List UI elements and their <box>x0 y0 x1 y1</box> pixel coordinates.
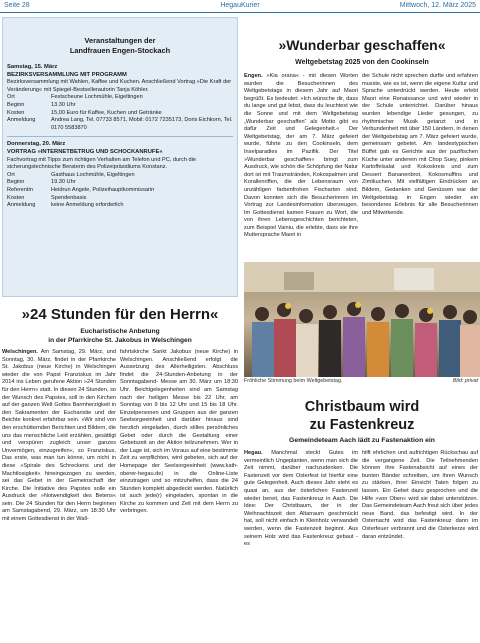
xmas-dateline: Hegau. <box>244 450 263 456</box>
page-number: Seite 28 <box>4 2 30 9</box>
paper-name: HegauKurier <box>220 2 260 9</box>
wunder-body-2: der Schule nicht sprechen durfte und erfahren musste, wie es ist, wenn die eigene Kultur und Sprache unterdrückt werden. Heute erlebt Maori eine Renaissance und wird wieder in der Schule unterrichtet. Darüber hinaus wurden lebendige Lieder gesungen, zu rhythmischer Musik getanzt und in Verbundenheit mit über 150 Ländern, in denen der Weltgebetstag am 7. März gefeiert wurde, gemeinsam gebetet. Am landestypischen Büffet gab es Gerichte aus der pazifischen Küche unter anderem mit Chop Suey, pinkem Kartoffelsalat und Kokoskreis und zum Dessert Bananenbrot, Kokosmuffins und Zimtkuchen. Mit vielfältigen Eindrücken an Bildern, Gedanken und Genüssen war der Weltgebetstag in Engen wieder ein besonderes Erlebnis für alle Besucherinnen und Mitwirkende. <box>362 73 478 216</box>
wunder-headline: »Wunderbar geschaffen« <box>278 37 446 53</box>
stunden-body-1: Am Samstag, 29. März, und Sonntag, 30. März, findet in der Pfarrkirche St. Jakobus (neue Kirche) in Welschingen wieder die von Papst Franziskus im Jahr 2014 ins Leben gerufene Aktion »24 Stunden für den Herrn« statt. In diesen 24 Stunden, so der Wunsch des Papstes, soll in den Kirchen auf der ganzen Welt Gottes Barmherzigkeit in den Sakramenten der Eucharistie und der Beichte konkret erfahrbar sein. »Wir sind von den erschütternden Berichten und Bildern, die uns das menschliche Leid erzählen, gesättigt und verspüren zugleich unser ganzes Unvermögen, einzugreifen«, so Franziskus. Das erste, was man tun könne, um nicht in diese »Spirale des Schreckens und der Machtlosigkeit« hineingezogen zu werden, sei das Gebet in der Gemeinschaft der Kirche. Die Initiative des Papstes solle ein Ausdruck der »Notwendigkeit des Betens« sein. Die 24 Stunden für den Herrn beginnen am Samstagabend, 29. März, um 18:30 Uhr mit einem Gottesdienst in der Wall- <box>2 349 116 523</box>
stunden-body-2: fahrtskirche Sankt Jakobus (neue Kirche) in Welschingen. Anschließend erfolgt die Aussetzung des Allerheiligsten. Abschluss findet die 24-Stunden-Anbetung in der Sonntagabend- Messe am 30. März um 18:30 Uhr. Beichtgelegenheiten sind am Samstag nach der heiligen Messe bis 22 Uhr, am Sonntag von 9 bis 12 Uhr und 15 bis 18 Uhr. Einzelpersonen und Gruppen aus der ganzen Seelsorgeeinheit und darüber hinaus sind herzlich eingeladen, durch stilles persönliches Gebet oder durch die Gestaltung einer Gebetszeit an der Aktion teilzunehmen. Wer in der Lage ist, sich im Voraus auf eine bestimmte Zeit zu verpflichten, wird gebeten, sich auf der Homepage der Seelsorgeeinheit (www.kath-oberer-hegau.de) in die Online-Liste einzutragen und so mitzuhelfen, dass die 24 Stunden komplett abgedeckt werden. Natürlich ist auch jede(r) eingeladen, spontan in die Kirche zu kommen und Zeit mit dem Herrn zu verbringen. <box>120 349 238 515</box>
detail-row: Anmeldung keine Anmeldung erforderlich <box>7 202 124 209</box>
events-title-1: Veranstaltungen der <box>84 36 156 45</box>
wunder-column-1 <box>244 73 358 261</box>
stunden-headline: »24 Stunden für den Herrn« <box>21 306 219 323</box>
detail-row: Kosten 15,00 Euro für Kaffee, Kuchen und Getränke <box>7 109 162 116</box>
xmas-body-1: Manchmal steckt Gutes im vermeintlich Ungeplanten, wenn man sich die Zeit nimmt, darüber nachzudenken. Die Fastenzeit vor dem Osterfest ist hierfür eine gute Gelegenheit. Auch dieses Jahr steht es quasi an, aus der österlichen Fastenzeit wieder bereit, das Fastenkreuz in Aach. Die Idee: Der Christbaum, der in der Weihnachtszeit den Altarraum geschmückt hat, soll nicht einfach in Kleinholz verwandelt werden, wenn die Fastenzeit beginnt. Aus seinem Holz wird das Fastenkreuz gebaut - es <box>244 450 358 548</box>
event-2-details <box>7 172 154 210</box>
detail-row: Referentin Heidrun Angele, Polizeihauptkommissarin <box>7 186 155 193</box>
divider <box>7 136 233 137</box>
detail-row: Ort Festscheune Lochmühle, Eigeltingen <box>7 94 143 101</box>
wunder-dateline: Engen. <box>244 73 263 79</box>
detail-row: Anmeldung Andrea Lang, Tel. 07733 8571, Mobil: 0172 7235173, Doris Eichkorn, Tel. 0170 5583870 <box>7 117 233 131</box>
detail-row: Kosten Spendenbasis <box>7 194 87 201</box>
stunden-column-2 <box>120 349 238 639</box>
issue-date: Mittwoch, 12. März 2025 <box>399 2 476 9</box>
event-2-text: Fachvortrag mit Tipps zum richtigen Verhalten am Telefon und PC, durch die sicherungstechnische Beraterin des Polizeipräsidiums Konstanz. <box>7 156 196 171</box>
event-2-title: VORTRAG »INTERNETBETRUG UND SCHOCKANRUFE« <box>7 148 163 155</box>
stunden-column-1 <box>2 349 116 639</box>
events-box <box>2 17 238 297</box>
wunder-body-1: »Kia orana« - mit diesen Worten wurden die Besucherinnen des Weltgebetstags in diesem Jahr auf Maori begrüßt. Es bedeutet: »Ich wünsche dir, dass du lange und gut lebst, dass du leuchtest wie die Sonne und mit dem Weltgebetstag „Wunderbar geschaffen“ als Motto gibt es dafür Zeit und Gelegenheit.« Der Weltgebetstag, der am 7. März gefeiert wurde, führte zu den Cookinseln, dem Inselparadies im Pazifik. Der Titel »Wunderbar geschaffen« bringt zum Ausdruck, wie schön die Schöpfung der Natur dort ist mit Traumstränden, Kokospalmen und Korallenriffen, die der Lebensraum von unzähligen farbenfrohen Fischarten sind. Davon konnten sich die Besucherinnen im Vortrag zur Landesinformation überzeugen. Im Gottesdienst kamen Frauen zu Wort, die von ihren Lebensgeschichten berichteten, zum Beispiel Vainiu, die erlebte, dass sie ihre Muttersprache Maori in <box>244 73 358 239</box>
xmas-headline-2: zu Fastenkreuz <box>309 417 415 433</box>
detail-row: Beginn 19.30 Uhr <box>7 179 76 186</box>
wunder-subhead: Weltgebetstag 2025 von den Cookinseln <box>295 59 429 66</box>
group-photo <box>244 262 480 377</box>
stunden-subhead-1: Eucharistische Anbetung <box>80 328 160 335</box>
group-photo-image <box>244 262 480 377</box>
detail-row: Beginn 13.30 Uhr <box>7 101 76 108</box>
xmas-body-2: hilft ehrlichen und aufrichtigen Rückschau auf die vergangene Zeit. Die Teilnehmenden können ihre Fastenabsicht auf eines der bunten Bänder schreiben, um ihren Wunsch zu stärken, ihrer Einsicht Taten folgen zu lassen. Ein Gebet dazu gesprochen und die Hilfe »von Oben« wird sie dabei unterstützen. Das Gemeindeteam Aach freut sich über jedes neue Band, das befestigt wird. In der Osternacht wird das Fastenkreuz dann im Osterfeuer verbrannt und die Osterkerze wird daran entzündet. <box>362 450 478 540</box>
xmas-headline <box>244 398 480 434</box>
event-2-date: Donnerstag, 20. März <box>7 141 66 148</box>
events-title-2: Landfrauen Engen-Stockach <box>69 46 171 55</box>
stunden-dateline: Welschingen. <box>2 349 38 355</box>
stunden-subhead <box>2 327 238 345</box>
wunder-column-2 <box>362 73 478 261</box>
detail-row: Ort Gasthaus Lochmühle, Eigeltingen <box>7 171 135 178</box>
photo-caption-text: Fröhliche Stimmung beim Weltgebetstag. <box>244 378 343 384</box>
event-1-details <box>7 94 237 132</box>
event-1-text: Bezirksversammlung mit Wahlen, Kaffee und Kuchen. Anschließend Vortrag »Die Kraft der Veränderung« mit Spiegel-Bestsellerautorin Tanja Köhler. <box>7 79 232 93</box>
xmas-column-1 <box>244 450 358 639</box>
page-header <box>0 0 480 13</box>
stunden-subhead-2: in der Pfarrkirche St. Jakobus in Welschingen <box>48 337 192 344</box>
xmas-subhead: Gemeindeteam Aach lädt zu Fastenaktion ein <box>289 437 435 444</box>
photo-credit: Bild: privat <box>452 378 478 384</box>
xmas-column-2 <box>362 450 478 639</box>
event-1-title: BEZIRKSVERSAMMLUNG MIT PROGRAMM <box>7 71 127 78</box>
xmas-headline-1: Christbaum wird <box>304 399 420 415</box>
event-1-date: Samstag, 15. März <box>7 64 58 70</box>
photo-caption <box>244 378 480 384</box>
